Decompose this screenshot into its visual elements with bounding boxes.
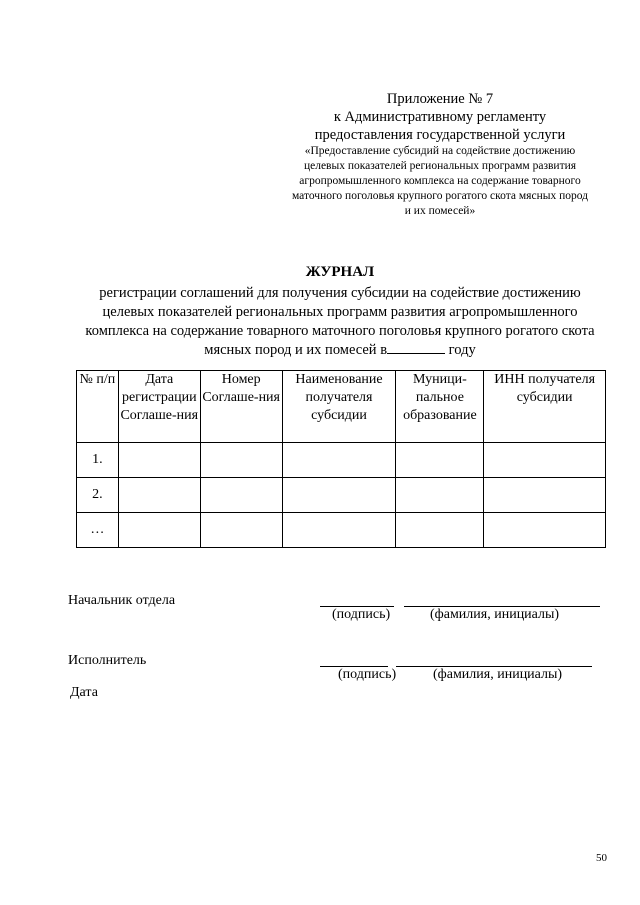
row-number: … [77, 513, 119, 548]
table-cell [282, 478, 396, 513]
row-number: 1. [77, 443, 119, 478]
table-header-row [77, 371, 606, 443]
subtitle-line: комплекса на содержание товарного маточного поголовья крупного рогатого скота [85, 323, 595, 339]
column-header-municipality: Муници-пальное образование [396, 371, 484, 443]
column-header-inn: ИНН получателя субсидии [484, 371, 606, 443]
appendix-service-name-line: целевых показателей региональных программ развития [303, 160, 577, 172]
table-cell [484, 443, 606, 478]
table-cell [484, 478, 606, 513]
appendix-header [262, 90, 618, 219]
table-cell [396, 478, 484, 513]
document-subtitle [56, 284, 624, 360]
table-row [77, 513, 606, 548]
table-cell [200, 443, 282, 478]
table-cell [118, 478, 200, 513]
table-cell [282, 443, 396, 478]
appendix-number: Приложение № 7 [386, 91, 494, 107]
table-cell [200, 513, 282, 548]
executor-label: Исполнитель [68, 653, 147, 668]
subtitle-text-end: году [445, 342, 476, 358]
year-blank [387, 341, 445, 354]
appendix-service-name-line: маточного поголовья крупного рогатого скота мясных пород [291, 190, 589, 202]
row-number: 2. [77, 478, 119, 513]
table-row [77, 443, 606, 478]
page-number: 50 [596, 852, 607, 864]
table-cell [396, 513, 484, 548]
appendix-service-name-line: агропромышленного комплекса на содержание товарного [299, 175, 581, 187]
appendix-service: предоставления государственной услуги [314, 127, 566, 143]
appendix-service-name-line: «Предоставление субсидий на содействие достижению [304, 145, 576, 157]
subtitle-text: мясных пород и их помесей в [204, 342, 388, 358]
table-row [77, 478, 606, 513]
column-header-registration-date: Дата регистрации Соглаше-ния [118, 371, 200, 443]
chief-name-hint: (фамилия, инициалы) [430, 607, 560, 622]
table-cell [282, 513, 396, 548]
journal-table [76, 370, 606, 548]
table-cell [118, 443, 200, 478]
subtitle-line: целевых показателей региональных программ развития агропромышленного [102, 304, 578, 320]
table-cell [396, 443, 484, 478]
column-header-recipient-name: Наименование получателя субсидии [282, 371, 396, 443]
appendix-service-name-line: и их помесей» [404, 205, 476, 217]
executor-name-hint: (фамилия, инициалы) [433, 667, 563, 682]
column-header-agreement-number: Номер Соглаше-ния [200, 371, 282, 443]
date-label: Дата [70, 685, 98, 700]
chief-label: Начальник отдела [68, 593, 176, 608]
document-title: ЖУРНАЛ [305, 264, 375, 280]
column-header-number: № п/п [77, 371, 119, 443]
subtitle-line-last [56, 341, 624, 360]
table-cell [118, 513, 200, 548]
executor-signature-hint: (подпись) [338, 667, 397, 682]
chief-signature-hint: (подпись) [332, 607, 391, 622]
table-cell [200, 478, 282, 513]
subtitle-line: регистрации соглашений для получения субсидии на содействие достижению [99, 285, 581, 301]
appendix-regulation: к Административному регламенту [333, 109, 547, 125]
table-cell [484, 513, 606, 548]
